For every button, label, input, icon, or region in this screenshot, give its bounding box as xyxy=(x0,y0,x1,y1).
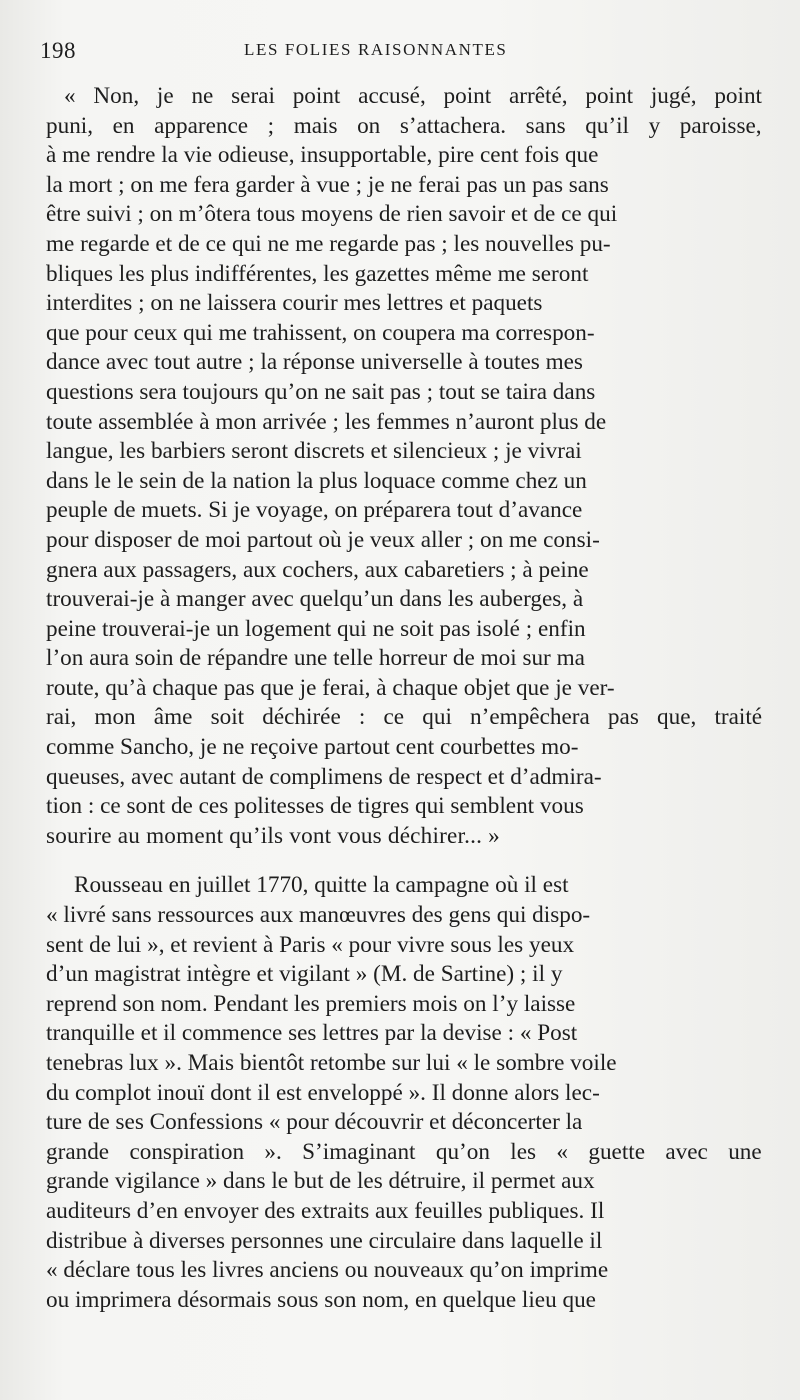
text-line: « déclare tous les livres anciens ou nouveaux qu’on imprime xyxy=(46,1257,609,1284)
text-line: puni, en apparence ; mais on s’attachera. sans qu’il y paroisse, xyxy=(46,112,762,139)
text-line: à me rendre la vie odieuse, insupportable, pire cent fois que xyxy=(46,142,599,169)
text-line: ou imprimera désormais sous son nom, en quelque lieu que xyxy=(46,1286,596,1313)
text-line: distribue à diverses personnes une circulaire dans laquelle il xyxy=(46,1227,603,1254)
text-line: sent de lui », et revient à Paris « pour vivre sous les yeux xyxy=(46,931,575,958)
text-line: que pour ceux qui me trahissent, on coupera ma correspon- xyxy=(46,319,595,346)
text-line: Rousseau en juillet 1770, quitte la campagne où il est xyxy=(74,872,569,899)
text-line: queuses, avec autant de complimens de respect et d’admira- xyxy=(46,763,602,790)
text-line: grande vigilance » dans le but de les détruire, il permet aux xyxy=(46,1168,595,1195)
text-line: rai, mon âme soit déchirée : ce qui n’empêchera pas que, traité xyxy=(46,704,763,731)
page-number: 198 xyxy=(40,38,76,63)
text-line: l’on aura soin de répandre une telle horreur de moi sur ma xyxy=(46,645,585,672)
text-line: grande conspiration ». S’imaginant qu’on les « guette avec une xyxy=(46,1138,762,1165)
text-line: d’un magistrat intègre et vigilant » (M. de Sartine) ; il y xyxy=(46,961,563,988)
text-line: comme Sancho, je ne reçoive partout cent courbettes mo- xyxy=(46,734,579,761)
text-line: langue, les barbiers seront discrets et silencieux ; je vivrai xyxy=(46,438,582,465)
text-line: peine trouverai-je un logement qui ne soit pas isolé ; enfin xyxy=(46,615,586,642)
text-line: pour disposer de moi partout où je veux aller ; on me consi- xyxy=(46,526,600,553)
book-title: LES FOLIES RAISONNANTES xyxy=(244,40,508,59)
text-line: « Non, je ne serai point accusé, point arrêté, point jugé, point xyxy=(64,83,762,109)
text-line: interdites ; on ne laissera courir mes lettres et paquets xyxy=(46,290,543,317)
text-body xyxy=(46,82,762,1315)
text-line: être suivi ; on m’ôtera tous moyens de rien savoir et de ce qui xyxy=(46,201,618,228)
running-head xyxy=(40,38,770,66)
text-line: sourire au moment qu’ils vont vous déchirer... » xyxy=(46,822,500,849)
text-line: reprend son nom. Pendant les premiers mois on l’y laisse xyxy=(46,990,576,1017)
text-line: auditeurs d’en envoyer des extraits aux feuilles publiques. Il xyxy=(46,1197,605,1224)
text-line: gnera aux passagers, aux cochers, aux cabaretiers ; à peine xyxy=(46,556,589,583)
text-line: questions sera toujours qu’on ne sait pas ; tout se taira dans xyxy=(46,378,596,405)
text-line: tenebras lux ». Mais bientôt retombe sur lui « le sombre voile xyxy=(46,1050,617,1076)
text-line: « livré sans ressources aux manœuvres des gens qui dispo- xyxy=(46,902,591,929)
text-line: trouverai-je à manger avec quelqu’un dans les auberges, à xyxy=(46,586,584,613)
text-line: route, qu’à chaque pas que je ferai, à chaque objet que je ver- xyxy=(46,674,615,701)
text-line: la mort ; on me fera garder à vue ; je ne ferai pas un pas sans xyxy=(46,171,609,198)
text-line: peuple de muets. Si je voyage, on préparera tout d’avance xyxy=(46,497,583,524)
text-line: ture de ses Confessions « pour découvrir et déconcerter la xyxy=(46,1109,583,1136)
text-line: me regarde et de ce qui ne me regarde pas ; les nouvelles pu- xyxy=(46,230,611,257)
text-line: du complot inouï dont il est enveloppé ». Il donne alors lec- xyxy=(46,1079,600,1106)
narrative-paragraph xyxy=(46,871,762,1315)
text-line: dans le le sein de la nation la plus loquace comme chez un xyxy=(46,467,587,494)
text-line: tion : ce sont de ces politesses de tigres qui semblent vous xyxy=(46,793,584,820)
text-line: dance avec tout autre ; la réponse universelle à toutes mes xyxy=(46,349,583,376)
text-line: bliques les plus indifférentes, les gazettes même me seront xyxy=(46,260,589,287)
quoted-paragraph xyxy=(46,82,762,851)
text-line: tranquille et il commence ses lettres par la devise : « Post xyxy=(46,1020,578,1047)
text-line: toute assemblée à mon arrivée ; les femmes n’auront plus de xyxy=(46,408,607,435)
